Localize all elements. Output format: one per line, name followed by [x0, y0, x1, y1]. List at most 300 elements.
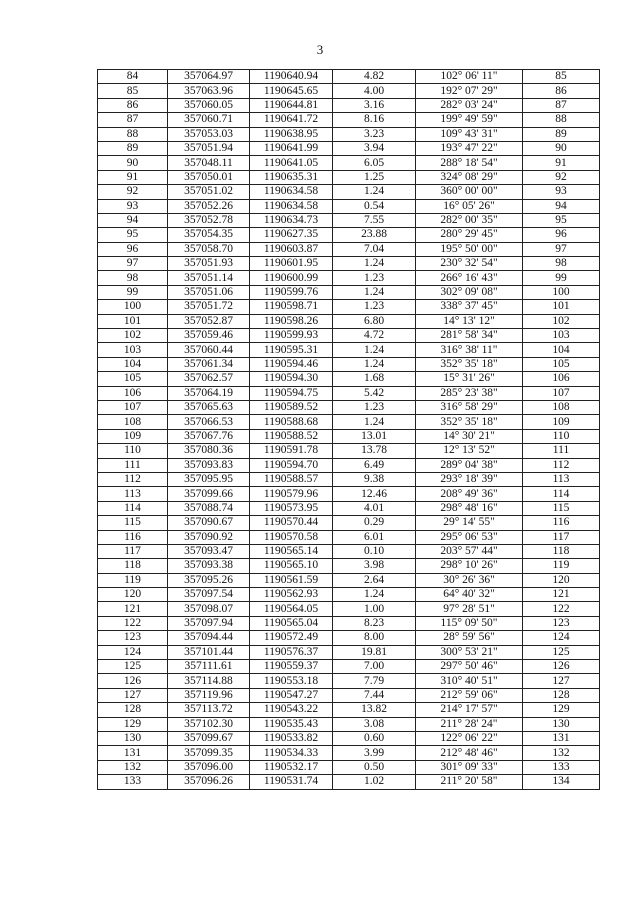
- next-point-cell: 102: [523, 314, 600, 328]
- point-number-cell: 105: [98, 372, 168, 386]
- next-point-cell: 127: [523, 674, 600, 688]
- table-row: [98, 573, 600, 587]
- distance-cell: 3.99: [333, 746, 416, 760]
- bearing-cell: 282° 03' 24": [416, 98, 523, 112]
- bearing-cell: 122° 06' 22": [416, 731, 523, 745]
- bearing-cell: 281° 58' 34": [416, 329, 523, 343]
- bearing-cell: 298° 10' 26": [416, 559, 523, 573]
- next-point-cell: 133: [523, 760, 600, 774]
- y-coordinate-cell: 1190565.04: [250, 616, 333, 630]
- y-coordinate-cell: 1190641.72: [250, 113, 333, 127]
- distance-cell: 7.00: [333, 660, 416, 674]
- distance-cell: 3.23: [333, 127, 416, 141]
- point-number-cell: 86: [98, 98, 168, 112]
- table-row: [98, 199, 600, 213]
- x-coordinate-cell: 357096.26: [168, 775, 250, 789]
- y-coordinate-cell: 1190588.68: [250, 415, 333, 429]
- point-number-cell: 115: [98, 516, 168, 530]
- x-coordinate-cell: 357090.92: [168, 530, 250, 544]
- table-row: [98, 444, 600, 458]
- y-coordinate-cell: 1190572.49: [250, 631, 333, 645]
- y-coordinate-cell: 1190634.58: [250, 199, 333, 213]
- x-coordinate-cell: 357048.11: [168, 156, 250, 170]
- table-row: [98, 271, 600, 285]
- distance-cell: 6.80: [333, 314, 416, 328]
- point-number-cell: 93: [98, 199, 168, 213]
- bearing-cell: 214° 17' 57": [416, 703, 523, 717]
- table-row: [98, 631, 600, 645]
- y-coordinate-cell: 1190594.30: [250, 372, 333, 386]
- y-coordinate-cell: 1190570.44: [250, 516, 333, 530]
- table-row: [98, 544, 600, 558]
- bearing-cell: 310° 40' 51": [416, 674, 523, 688]
- point-number-cell: 128: [98, 703, 168, 717]
- bearing-cell: 64° 40' 32": [416, 588, 523, 602]
- x-coordinate-cell: 357052.87: [168, 314, 250, 328]
- x-coordinate-cell: 357093.38: [168, 559, 250, 573]
- point-number-cell: 109: [98, 429, 168, 443]
- table-row: [98, 487, 600, 501]
- table-row: [98, 674, 600, 688]
- y-coordinate-cell: 1190561.59: [250, 573, 333, 587]
- y-coordinate-cell: 1190634.73: [250, 213, 333, 227]
- point-number-cell: 112: [98, 472, 168, 486]
- table-row: [98, 688, 600, 702]
- x-coordinate-cell: 357119.96: [168, 688, 250, 702]
- bearing-cell: 280° 29' 45": [416, 228, 523, 242]
- point-number-cell: 132: [98, 760, 168, 774]
- table-row: [98, 602, 600, 616]
- distance-cell: 5.42: [333, 386, 416, 400]
- next-point-cell: 89: [523, 127, 600, 141]
- x-coordinate-cell: 357051.72: [168, 300, 250, 314]
- distance-cell: 1.68: [333, 372, 416, 386]
- table-row: [98, 300, 600, 314]
- bearing-cell: 293° 18' 39": [416, 472, 523, 486]
- table-row: [98, 472, 600, 486]
- y-coordinate-cell: 1190565.10: [250, 559, 333, 573]
- next-point-cell: 100: [523, 285, 600, 299]
- point-number-cell: 110: [98, 444, 168, 458]
- point-number-cell: 107: [98, 400, 168, 414]
- point-number-cell: 104: [98, 357, 168, 371]
- bearing-cell: 14° 30' 21": [416, 429, 523, 443]
- distance-cell: 13.82: [333, 703, 416, 717]
- bearing-cell: 211° 28' 24": [416, 717, 523, 731]
- distance-cell: 8.16: [333, 113, 416, 127]
- table-row: [98, 530, 600, 544]
- x-coordinate-cell: 357059.46: [168, 329, 250, 343]
- bearing-cell: 266° 16' 43": [416, 271, 523, 285]
- bearing-cell: 302° 09' 08": [416, 285, 523, 299]
- bearing-cell: 212° 59' 06": [416, 688, 523, 702]
- y-coordinate-cell: 1190531.74: [250, 775, 333, 789]
- distance-cell: 0.60: [333, 731, 416, 745]
- point-number-cell: 90: [98, 156, 168, 170]
- point-number-cell: 121: [98, 602, 168, 616]
- y-coordinate-cell: 1190599.93: [250, 329, 333, 343]
- next-point-cell: 97: [523, 242, 600, 256]
- next-point-cell: 96: [523, 228, 600, 242]
- distance-cell: 23.88: [333, 228, 416, 242]
- point-number-cell: 84: [98, 70, 168, 84]
- next-point-cell: 92: [523, 170, 600, 184]
- x-coordinate-cell: 357064.97: [168, 70, 250, 84]
- bearing-cell: 12° 13' 52": [416, 444, 523, 458]
- y-coordinate-cell: 1190640.94: [250, 70, 333, 84]
- page-number: 3: [316, 42, 324, 57]
- point-number-cell: 133: [98, 775, 168, 789]
- y-coordinate-cell: 1190532.17: [250, 760, 333, 774]
- next-point-cell: 112: [523, 458, 600, 472]
- table-row: [98, 645, 600, 659]
- bearing-cell: 115° 09' 50": [416, 616, 523, 630]
- next-point-cell: 111: [523, 444, 600, 458]
- table-row: [98, 717, 600, 731]
- bearing-cell: 297° 50' 46": [416, 660, 523, 674]
- distance-cell: 13.78: [333, 444, 416, 458]
- point-number-cell: 106: [98, 386, 168, 400]
- next-point-cell: 125: [523, 645, 600, 659]
- next-point-cell: 85: [523, 70, 600, 84]
- point-number-cell: 131: [98, 746, 168, 760]
- point-number-cell: 111: [98, 458, 168, 472]
- distance-cell: 8.23: [333, 616, 416, 630]
- x-coordinate-cell: 357094.44: [168, 631, 250, 645]
- x-coordinate-cell: 357099.67: [168, 731, 250, 745]
- next-point-cell: 90: [523, 141, 600, 155]
- y-coordinate-cell: 1190634.58: [250, 185, 333, 199]
- x-coordinate-cell: 357063.96: [168, 84, 250, 98]
- table-row: [98, 588, 600, 602]
- bearing-cell: 97° 28' 51": [416, 602, 523, 616]
- distance-cell: 0.50: [333, 760, 416, 774]
- distance-cell: 6.49: [333, 458, 416, 472]
- point-number-cell: 130: [98, 731, 168, 745]
- distance-cell: 4.72: [333, 329, 416, 343]
- x-coordinate-cell: 357062.57: [168, 372, 250, 386]
- distance-cell: 7.04: [333, 242, 416, 256]
- distance-cell: 1.23: [333, 300, 416, 314]
- y-coordinate-cell: 1190598.71: [250, 300, 333, 314]
- bearing-cell: 30° 26' 36": [416, 573, 523, 587]
- next-point-cell: 87: [523, 98, 600, 112]
- point-number-cell: 100: [98, 300, 168, 314]
- distance-cell: 4.82: [333, 70, 416, 84]
- point-number-cell: 94: [98, 213, 168, 227]
- distance-cell: 1.24: [333, 588, 416, 602]
- table-row: [98, 228, 600, 242]
- table-row: [98, 559, 600, 573]
- table-row: [98, 458, 600, 472]
- y-coordinate-cell: 1190645.65: [250, 84, 333, 98]
- y-coordinate-cell: 1190635.31: [250, 170, 333, 184]
- table-row: [98, 372, 600, 386]
- x-coordinate-cell: 357052.78: [168, 213, 250, 227]
- point-number-cell: 124: [98, 645, 168, 659]
- distance-cell: 1.24: [333, 415, 416, 429]
- bearing-cell: 352° 35' 18": [416, 357, 523, 371]
- next-point-cell: 99: [523, 271, 600, 285]
- y-coordinate-cell: 1190573.95: [250, 501, 333, 515]
- bearing-cell: 230° 32' 54": [416, 257, 523, 271]
- y-coordinate-cell: 1190644.81: [250, 98, 333, 112]
- bearing-cell: 212° 48' 46": [416, 746, 523, 760]
- distance-cell: 7.79: [333, 674, 416, 688]
- point-number-cell: 125: [98, 660, 168, 674]
- x-coordinate-cell: 357051.06: [168, 285, 250, 299]
- bearing-cell: 282° 00' 35": [416, 213, 523, 227]
- distance-cell: 3.08: [333, 717, 416, 731]
- table-row: [98, 70, 600, 84]
- next-point-cell: 103: [523, 329, 600, 343]
- table-row: [98, 170, 600, 184]
- distance-cell: 4.00: [333, 84, 416, 98]
- point-number-cell: 89: [98, 141, 168, 155]
- point-number-cell: 116: [98, 530, 168, 544]
- x-coordinate-cell: 357097.94: [168, 616, 250, 630]
- x-coordinate-cell: 357099.35: [168, 746, 250, 760]
- next-point-cell: 128: [523, 688, 600, 702]
- x-coordinate-cell: 357090.67: [168, 516, 250, 530]
- point-number-cell: 97: [98, 257, 168, 271]
- distance-cell: 3.16: [333, 98, 416, 112]
- distance-cell: 1.24: [333, 257, 416, 271]
- x-coordinate-cell: 357088.74: [168, 501, 250, 515]
- x-coordinate-cell: 357093.83: [168, 458, 250, 472]
- table-row: [98, 185, 600, 199]
- table-row: [98, 616, 600, 630]
- bearing-cell: 360° 00' 00": [416, 185, 523, 199]
- distance-cell: 7.55: [333, 213, 416, 227]
- distance-cell: 3.98: [333, 559, 416, 573]
- x-coordinate-cell: 357064.19: [168, 386, 250, 400]
- next-point-cell: 93: [523, 185, 600, 199]
- point-number-cell: 117: [98, 544, 168, 558]
- bearing-cell: 289° 04' 38": [416, 458, 523, 472]
- distance-cell: 1.02: [333, 775, 416, 789]
- x-coordinate-cell: 357061.34: [168, 357, 250, 371]
- bearing-cell: 15° 31' 26": [416, 372, 523, 386]
- bearing-cell: 338° 37' 45": [416, 300, 523, 314]
- next-point-cell: 95: [523, 213, 600, 227]
- x-coordinate-cell: 357051.93: [168, 257, 250, 271]
- next-point-cell: 122: [523, 602, 600, 616]
- distance-cell: 1.24: [333, 185, 416, 199]
- table-row: [98, 731, 600, 745]
- x-coordinate-cell: 357060.05: [168, 98, 250, 112]
- table-row: [98, 127, 600, 141]
- next-point-cell: 104: [523, 343, 600, 357]
- point-number-cell: 96: [98, 242, 168, 256]
- table-row: [98, 501, 600, 515]
- x-coordinate-cell: 357098.07: [168, 602, 250, 616]
- x-coordinate-cell: 357067.76: [168, 429, 250, 443]
- x-coordinate-cell: 357093.47: [168, 544, 250, 558]
- point-number-cell: 113: [98, 487, 168, 501]
- x-coordinate-cell: 357051.02: [168, 185, 250, 199]
- y-coordinate-cell: 1190562.93: [250, 588, 333, 602]
- table-row: [98, 314, 600, 328]
- distance-cell: 2.64: [333, 573, 416, 587]
- y-coordinate-cell: 1190565.14: [250, 544, 333, 558]
- next-point-cell: 123: [523, 616, 600, 630]
- x-coordinate-cell: 357102.30: [168, 717, 250, 731]
- point-number-cell: 87: [98, 113, 168, 127]
- distance-cell: 1.23: [333, 271, 416, 285]
- next-point-cell: 86: [523, 84, 600, 98]
- point-number-cell: 102: [98, 329, 168, 343]
- distance-cell: 4.01: [333, 501, 416, 515]
- bearing-cell: 324° 08' 29": [416, 170, 523, 184]
- distance-cell: 19.81: [333, 645, 416, 659]
- distance-cell: 1.00: [333, 602, 416, 616]
- y-coordinate-cell: 1190559.37: [250, 660, 333, 674]
- y-coordinate-cell: 1190547.27: [250, 688, 333, 702]
- y-coordinate-cell: 1190641.05: [250, 156, 333, 170]
- next-point-cell: 116: [523, 516, 600, 530]
- x-coordinate-cell: 357114.88: [168, 674, 250, 688]
- bearing-cell: 193° 47' 22": [416, 141, 523, 155]
- table-row: [98, 415, 600, 429]
- next-point-cell: 113: [523, 472, 600, 486]
- next-point-cell: 124: [523, 631, 600, 645]
- y-coordinate-cell: 1190598.26: [250, 314, 333, 328]
- table-row: [98, 113, 600, 127]
- y-coordinate-cell: 1190553.18: [250, 674, 333, 688]
- point-number-cell: 91: [98, 170, 168, 184]
- point-number-cell: 95: [98, 228, 168, 242]
- next-point-cell: 119: [523, 559, 600, 573]
- x-coordinate-cell: 357058.70: [168, 242, 250, 256]
- distance-cell: 6.05: [333, 156, 416, 170]
- next-point-cell: 117: [523, 530, 600, 544]
- x-coordinate-cell: 357060.44: [168, 343, 250, 357]
- point-number-cell: 120: [98, 588, 168, 602]
- distance-cell: 1.24: [333, 343, 416, 357]
- distance-cell: 1.23: [333, 400, 416, 414]
- table-row: [98, 660, 600, 674]
- next-point-cell: 106: [523, 372, 600, 386]
- table-row: [98, 98, 600, 112]
- point-number-cell: 108: [98, 415, 168, 429]
- point-number-cell: 98: [98, 271, 168, 285]
- next-point-cell: 126: [523, 660, 600, 674]
- point-number-cell: 103: [98, 343, 168, 357]
- next-point-cell: 110: [523, 429, 600, 443]
- x-coordinate-cell: 357101.44: [168, 645, 250, 659]
- y-coordinate-cell: 1190533.82: [250, 731, 333, 745]
- x-coordinate-cell: 357096.00: [168, 760, 250, 774]
- x-coordinate-cell: 357099.66: [168, 487, 250, 501]
- bearing-cell: 352° 35' 18": [416, 415, 523, 429]
- next-point-cell: 108: [523, 400, 600, 414]
- y-coordinate-cell: 1190535.43: [250, 717, 333, 731]
- point-number-cell: 88: [98, 127, 168, 141]
- point-number-cell: 126: [98, 674, 168, 688]
- distance-cell: 3.94: [333, 141, 416, 155]
- next-point-cell: 98: [523, 257, 600, 271]
- y-coordinate-cell: 1190594.46: [250, 357, 333, 371]
- next-point-cell: 94: [523, 199, 600, 213]
- y-coordinate-cell: 1190588.57: [250, 472, 333, 486]
- next-point-cell: 114: [523, 487, 600, 501]
- table-row: [98, 400, 600, 414]
- next-point-cell: 134: [523, 775, 600, 789]
- x-coordinate-cell: 357051.14: [168, 271, 250, 285]
- y-coordinate-cell: 1190600.99: [250, 271, 333, 285]
- bearing-cell: 285° 23' 38": [416, 386, 523, 400]
- bearing-cell: 102° 06' 11": [416, 70, 523, 84]
- table-row: [98, 429, 600, 443]
- bearing-cell: 208° 49' 36": [416, 487, 523, 501]
- y-coordinate-cell: 1190534.33: [250, 746, 333, 760]
- table-row: [98, 242, 600, 256]
- x-coordinate-cell: 357097.54: [168, 588, 250, 602]
- point-number-cell: 118: [98, 559, 168, 573]
- x-coordinate-cell: 357051.94: [168, 141, 250, 155]
- next-point-cell: 105: [523, 357, 600, 371]
- distance-cell: 1.25: [333, 170, 416, 184]
- bearing-cell: 298° 48' 16": [416, 501, 523, 515]
- y-coordinate-cell: 1190588.52: [250, 429, 333, 443]
- bearing-cell: 29° 14' 55": [416, 516, 523, 530]
- next-point-cell: 129: [523, 703, 600, 717]
- bearing-cell: 316° 58' 29": [416, 400, 523, 414]
- next-point-cell: 115: [523, 501, 600, 515]
- table-row: [98, 343, 600, 357]
- bearing-cell: 109° 43' 31": [416, 127, 523, 141]
- y-coordinate-cell: 1190599.76: [250, 285, 333, 299]
- table-row: [98, 285, 600, 299]
- next-point-cell: 121: [523, 588, 600, 602]
- next-point-cell: 91: [523, 156, 600, 170]
- y-coordinate-cell: 1190579.96: [250, 487, 333, 501]
- table-row: [98, 141, 600, 155]
- distance-cell: 0.54: [333, 199, 416, 213]
- table-row: [98, 357, 600, 371]
- table-row: [98, 516, 600, 530]
- table-row: [98, 156, 600, 170]
- y-coordinate-cell: 1190594.70: [250, 458, 333, 472]
- y-coordinate-cell: 1190564.05: [250, 602, 333, 616]
- table-row: [98, 329, 600, 343]
- point-number-cell: 114: [98, 501, 168, 515]
- distance-cell: 9.38: [333, 472, 416, 486]
- x-coordinate-cell: 357080.36: [168, 444, 250, 458]
- bearing-cell: 316° 38' 11": [416, 343, 523, 357]
- distance-cell: 0.29: [333, 516, 416, 530]
- point-number-cell: 127: [98, 688, 168, 702]
- next-point-cell: 107: [523, 386, 600, 400]
- bearing-cell: 288° 18' 54": [416, 156, 523, 170]
- distance-cell: 1.24: [333, 357, 416, 371]
- table-body: [98, 70, 600, 790]
- y-coordinate-cell: 1190638.95: [250, 127, 333, 141]
- x-coordinate-cell: 357052.26: [168, 199, 250, 213]
- x-coordinate-cell: 357113.72: [168, 703, 250, 717]
- y-coordinate-cell: 1190601.95: [250, 257, 333, 271]
- table-row: [98, 775, 600, 789]
- bearing-cell: 211° 20' 58": [416, 775, 523, 789]
- distance-cell: 7.44: [333, 688, 416, 702]
- point-number-cell: 122: [98, 616, 168, 630]
- point-number-cell: 99: [98, 285, 168, 299]
- distance-cell: 13.01: [333, 429, 416, 443]
- x-coordinate-cell: 357095.95: [168, 472, 250, 486]
- next-point-cell: 101: [523, 300, 600, 314]
- table-row: [98, 746, 600, 760]
